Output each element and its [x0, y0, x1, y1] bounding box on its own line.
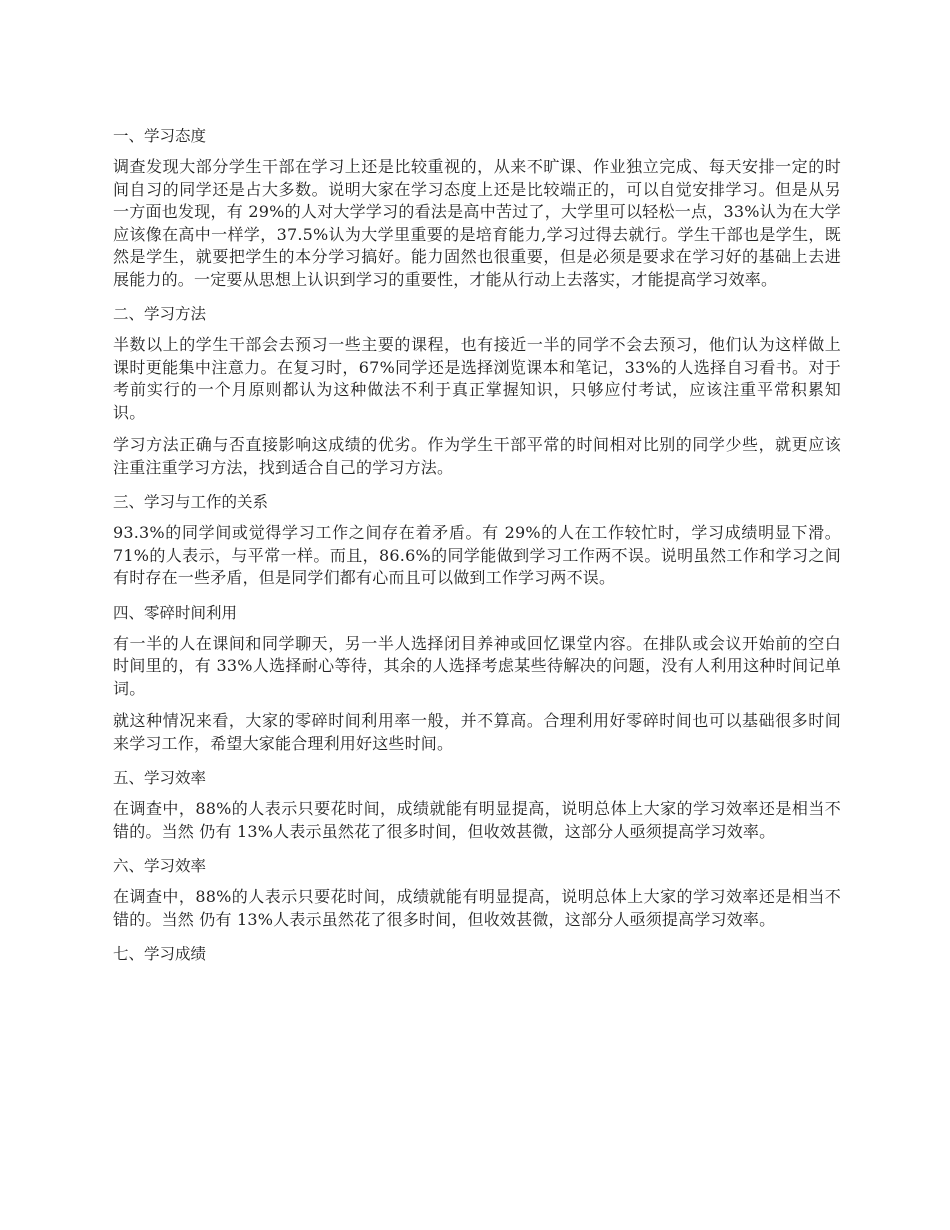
section-paragraph: 93.3%的同学间或觉得学习工作之间存在着矛盾。有 29%的人在工作较忙时，学习成绩明显下滑。71%的人表示，与平常一样。而且，86.6%的同学能做到学习工作两不误。说明虽然工作和学习之间有时存在一些矛盾，但是同学们都有心而且可以做到工作学习两不误。 — [113, 523, 841, 587]
section-paragraph: 在调查中，88%的人表示只要花时间，成绩就能有明显提高，说明总体上大家的学习效率还是相当不错的。当然 仍有 13%人表示虽然花了很多时间，但收效甚微，这部分人亟须提高学习效率。 — [113, 887, 841, 929]
section-heading-spare-time: 四、零碎时间利用 — [113, 603, 238, 622]
section-heading-grades: 七、学习成绩 — [113, 945, 207, 963]
section-heading-efficiency: 五、学习效率 — [113, 769, 207, 787]
section-heading-attitude: 一、学习态度 — [113, 127, 207, 145]
section-paragraph: 就这种情况来看，大家的零碎时间利用率一般，并不算高。合理利用好零碎时间也可以基础很多时间来学习工作，希望大家能合理利用好这些时间。 — [113, 711, 841, 753]
section-paragraph: 调查发现大部分学生干部在学习上还是比较重视的，从来不旷课、作业独立完成、每天安排一定的时间自习的同学还是占大多数。说明大家在学习态度上还是比较端正的，可以自觉安排学习。但是从另一方面也发现，有 29%的人对大学学习的看法是高中苦过了，大学里可以轻松一点，33%认为在大学应该像在高中一样学，37.5%认为大学里重要的是培育能力,学习过得去就行。学生干部也是学生，既然是学生，就要把学生的本分学习搞好。能力固然也很重要，但是必须是要求在学习好的基础上去进展能力的。一定要从思想上认识到学习的重要性，才能从行动上去落实，才能提高学习效率。 — [113, 157, 841, 289]
section-heading-method: 二、学习方法 — [113, 305, 207, 323]
document-page — [113, 123, 841, 974]
section-paragraph: 在调查中，88%的人表示只要花时间，成绩就能有明显提高，说明总体上大家的学习效率还是相当不错的。当然 仍有 13%人表示虽然花了很多时间，但收效甚微，这部分人亟须提高学习效率。 — [113, 799, 841, 841]
section-paragraph: 半数以上的学生干部会去预习一些主要的课程，也有接近一半的同学不会去预习，他们认为这样做上课时更能集中注意力。在复习时，67%同学还是选择浏览课本和笔记，33%的人选择自习看书。对于考前实行的一个月原则都认为这种做法不利于真正掌握知识，只够应付考试，应该注重平常积累知识。 — [113, 335, 841, 422]
section-heading-efficiency-repeat: 六、学习效率 — [113, 857, 207, 875]
section-heading-study-work-relation: 三、学习与工作的关系 — [113, 493, 269, 511]
section-paragraph: 学习方法正确与否直接影响这成绩的优劣。作为学生干部平常的时间相对比别的同学少些，就更应该注重注重学习方法，找到适合自己的学习方法。 — [113, 435, 841, 477]
section-paragraph: 有一半的人在课间和同学聊天，另一半人选择闭目养神或回忆课堂内容。在排队或会议开始前的空白时间里的，有 33%人选择耐心等待，其余的人选择考虑某些待解决的问题，没有人利用这种时间记单词。 — [113, 633, 841, 698]
